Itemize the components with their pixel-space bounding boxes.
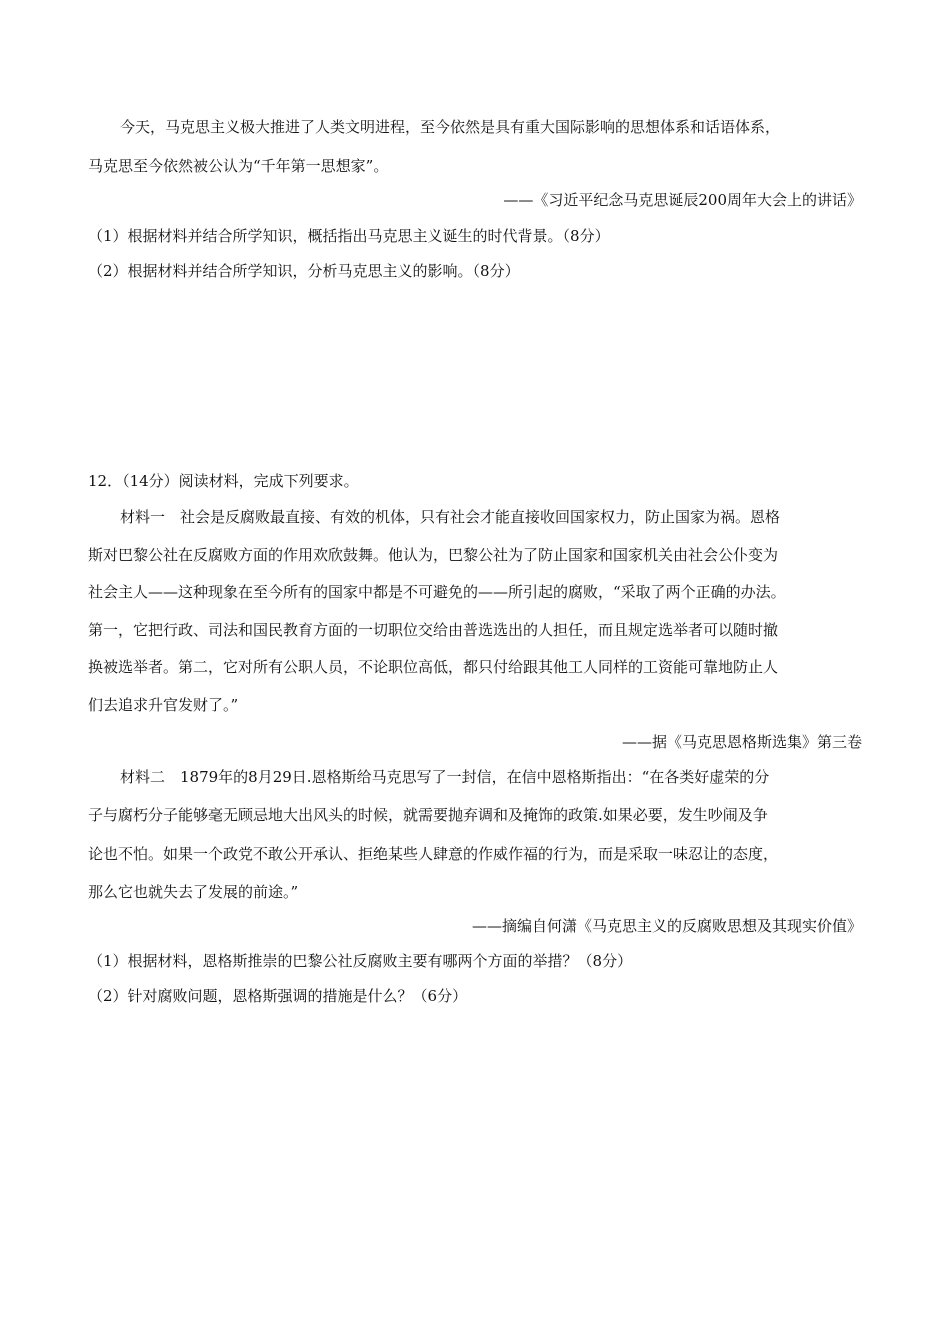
material1-line: 换被选举者。第二，它对所有公职人员，不论职位高低，都只付给跟其他工人同样的工资能可靠地防止人 xyxy=(88,658,779,676)
question-2: （2）针对腐败问题，恩格斯强调的措施是什么？（6分） xyxy=(88,987,468,1005)
material1-source: ——据《马克思恩格斯选集》第三卷 xyxy=(621,733,862,751)
material1-line: 第一，它把行政、司法和国民教育方面的一切职位交给由普选选出的人担任，而且规定选举者可以随时撤 xyxy=(88,621,779,639)
material1-line: 斯对巴黎公社在反腐败方面的作用欢欣鼓舞。他认为，巴黎公社为了防止国家和国家机关由社会公仆变为 xyxy=(88,546,779,564)
material2-source: ——摘编自何潇《马克思主义的反腐败思想及其现实价值》 xyxy=(471,917,862,935)
material1-line: 社会主人——这种现象在至今所有的国家中都是不可避免的——所引起的腐败，“采取了两个正确的办法。 xyxy=(88,583,786,601)
material2-line: 材料二 1879年的8月29日.恩格斯给马克思写了一封信，在信中恩格斯指出：“在各类好虚荣的分 xyxy=(120,768,770,786)
material2-line: 论也不怕。如果一个政党不敢公开承认、拒绝某些人肆意的作威作福的行为，而是采取一味忍让的态度， xyxy=(88,845,779,863)
material1-line: 们去追求升官发财了。” xyxy=(88,696,239,714)
material2-line: 子与腐朽分子能够毫无顾忌地大出风头的时候，就需要抛弃调和及掩饰的政策.如果必要，发生吵闹及争 xyxy=(88,806,768,824)
question-1: （1）根据材料，恩格斯推崇的巴黎公社反腐败主要有哪两个方面的举措？（8分） xyxy=(88,952,633,970)
citation-source: ——《习近平纪念马克思诞辰200周年大会上的讲话》 xyxy=(503,191,862,209)
paragraph-line: 马克思至今依然被公认为“千年第一思想家”。 xyxy=(88,157,389,175)
question-heading: 12．（14分）阅读材料，完成下列要求。 xyxy=(88,472,359,490)
question-2: （2）根据材料并结合所学知识，分析马克思主义的影响。（8分） xyxy=(88,262,520,280)
paragraph-line: 今天，马克思主义极大推进了人类文明进程，至今依然是具有重大国际影响的思想体系和话语体系， xyxy=(120,118,781,136)
material1-line: 材料一 社会是反腐败最直接、有效的机体，只有社会才能直接收回国家权力，防止国家为祸。恩格 xyxy=(120,508,781,526)
question-1: （1）根据材料并结合所学知识，概括指出马克思主义诞生的时代背景。（8分） xyxy=(88,227,610,245)
material2-line: 那么它也就失去了发展的前途。” xyxy=(88,883,299,901)
